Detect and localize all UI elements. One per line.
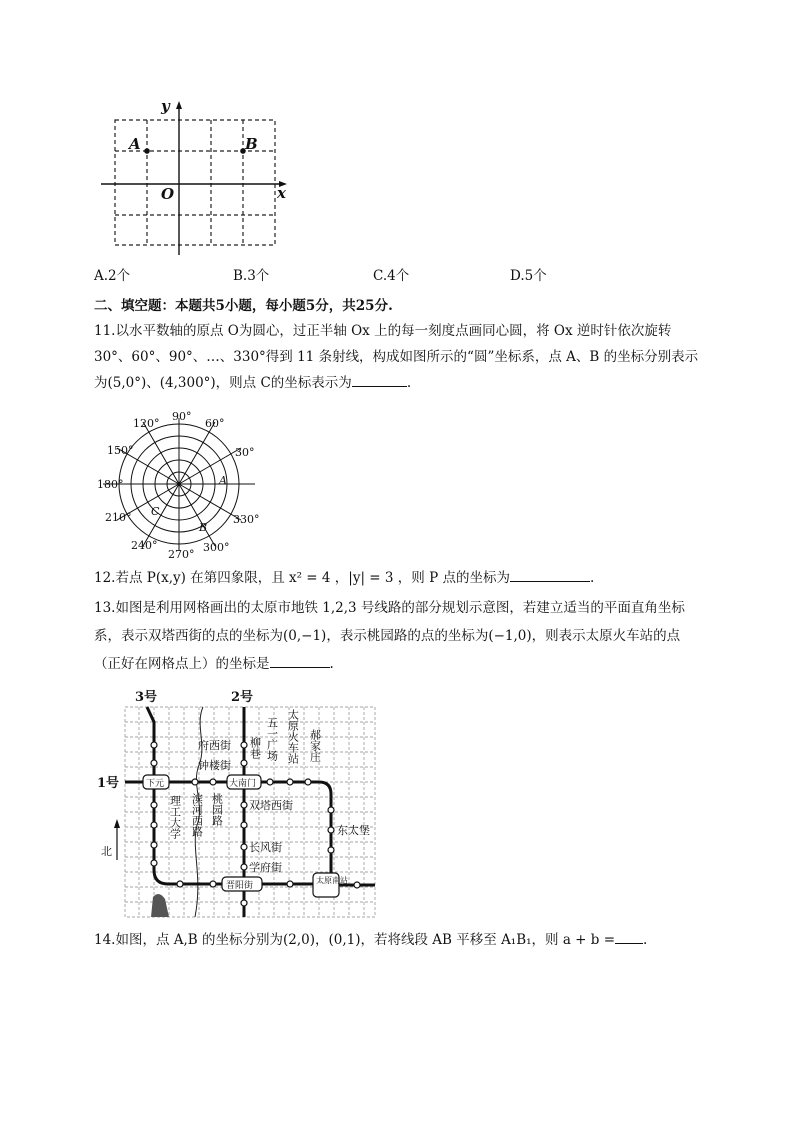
north-label: 北 <box>101 845 112 858</box>
q11-line3: 为(5,0°)、(4,300°)，则点 C的坐标表示为 . <box>94 372 411 394</box>
angle-330-label: 330° <box>233 513 260 526</box>
q14-text: 14.如图，点 A,B 的坐标分别为(2,0)，(0,1)，若将线段 AB 平移至 A₁B₁，则 a + b = <box>94 932 616 948</box>
station-liuxiang: 柳巷 <box>248 737 262 759</box>
angle-240-label: 240° <box>131 539 158 552</box>
fig10-point-a-label: A <box>129 135 141 153</box>
fig10-point-b-label: B <box>245 135 258 153</box>
fig10-origin-label: O <box>161 185 175 203</box>
q11-line3-text: 为(5,0°)、(4,300°)，则点 C的坐标表示为 <box>94 375 352 391</box>
station-dongtaibao: 东太堡 <box>337 824 370 837</box>
q10-option-d: D.5个 <box>510 268 547 284</box>
station-fuxijie: 府西街 <box>198 739 231 752</box>
q13-line3-text: （正好在网格点上）的坐标是 <box>94 656 270 672</box>
q14-line: 14.如图，点 A,B 的坐标分别为(2,0)，(0,1)，若将线段 AB 平移至 A₁B₁，则 a + b = . <box>94 929 647 951</box>
q13-answer-blank[interactable] <box>270 653 330 668</box>
line3-label: 3号 <box>135 690 158 705</box>
station-xuefu: 学府街 <box>249 861 282 874</box>
q13-subway-map <box>95 685 385 925</box>
station-xiayuan: 下元 <box>146 779 165 789</box>
station-dujia: 郝家庄 <box>308 729 322 762</box>
q13-line3: （正好在网格点上）的坐标是 . <box>94 653 334 675</box>
fig11-point-b-label: B <box>199 521 208 534</box>
angle-90-label: 90° <box>172 410 192 423</box>
q12-line: 12.若点 P(x,y) 在第四象限，且 x² = 4 ，|y| = 3 ，则 P 点的坐标为 . <box>94 567 594 589</box>
q11-line1: 11.以水平数轴的原点 O为圆心，过正半轴 Ox 上的每一刻度点画同心圆，将 Ox 逆时针依次旋转 <box>94 323 672 339</box>
angle-300-label: 300° <box>203 541 230 554</box>
station-taoyuan: 桃园路 <box>210 793 224 826</box>
line2-label: 2号 <box>231 690 254 705</box>
q11-answer-blank[interactable] <box>352 372 407 387</box>
angle-120-label: 120° <box>133 417 160 430</box>
station-binhe: 滨河西路 <box>190 793 204 837</box>
q11-line2: 30°、60°、90°、…、330°得到 11 条射线，构成如图所示的“圆”坐标系，点 A、B 的坐标分别表示 <box>94 349 699 365</box>
section2-header: 二、填空题：本题共5小题，每小题5分，共25分. <box>94 298 393 314</box>
station-zhonglou: 钟楼街 <box>198 759 231 772</box>
station-wuyi: 五一广场 <box>265 717 279 761</box>
q12-answer-blank[interactable] <box>510 567 590 582</box>
fig10-y-label: y <box>161 97 170 115</box>
fig11-point-a-label: A <box>219 474 227 487</box>
angle-60-label: 60° <box>205 417 225 430</box>
q13-line2: 系，表示双塔西街的点的坐标为(0,−1)，表示桃园路的点的坐标为(−1,0)，则表示太原火车站的点 <box>94 628 681 644</box>
station-taiyuan-station: 太原火车站 <box>286 709 300 764</box>
station-taiyuan-south: 太原南站 <box>316 876 348 885</box>
q10-coordinate-figure <box>95 95 295 260</box>
angle-270-label: 270° <box>168 548 195 560</box>
q10-option-b: B.3个 <box>233 268 270 284</box>
q10-option-a: A.2个 <box>94 268 131 284</box>
q14-answer-blank[interactable] <box>615 929 643 944</box>
station-ligong: 理工大学 <box>168 795 182 839</box>
station-shuangta: 双塔西街 <box>249 799 293 812</box>
angle-150-label: 150° <box>107 444 134 457</box>
q10-option-c: C.4个 <box>373 268 410 284</box>
fig10-x-label: x <box>277 184 286 202</box>
angle-180-label: 180° <box>97 478 124 491</box>
angle-30-label: 30° <box>235 446 255 459</box>
fig11-point-c-label: C <box>151 505 160 518</box>
q13-line1: 13.如图是利用网格画出的太原市地铁 1,2,3 号线路的部分规划示意图，若建立适当的平面直角坐标 <box>94 600 685 616</box>
line1-label: 1号 <box>97 776 120 791</box>
station-changfeng: 长风街 <box>249 841 282 854</box>
station-dananmen: 大南门 <box>229 779 257 789</box>
station-jinyang: 晋阳街 <box>226 881 254 891</box>
q11-polar-figure <box>95 408 270 560</box>
angle-210-label: 210° <box>105 511 132 524</box>
q12-text: 12.若点 P(x,y) 在第四象限，且 x² = 4 ，|y| = 3 ，则 P 点的坐标为 <box>94 570 510 586</box>
